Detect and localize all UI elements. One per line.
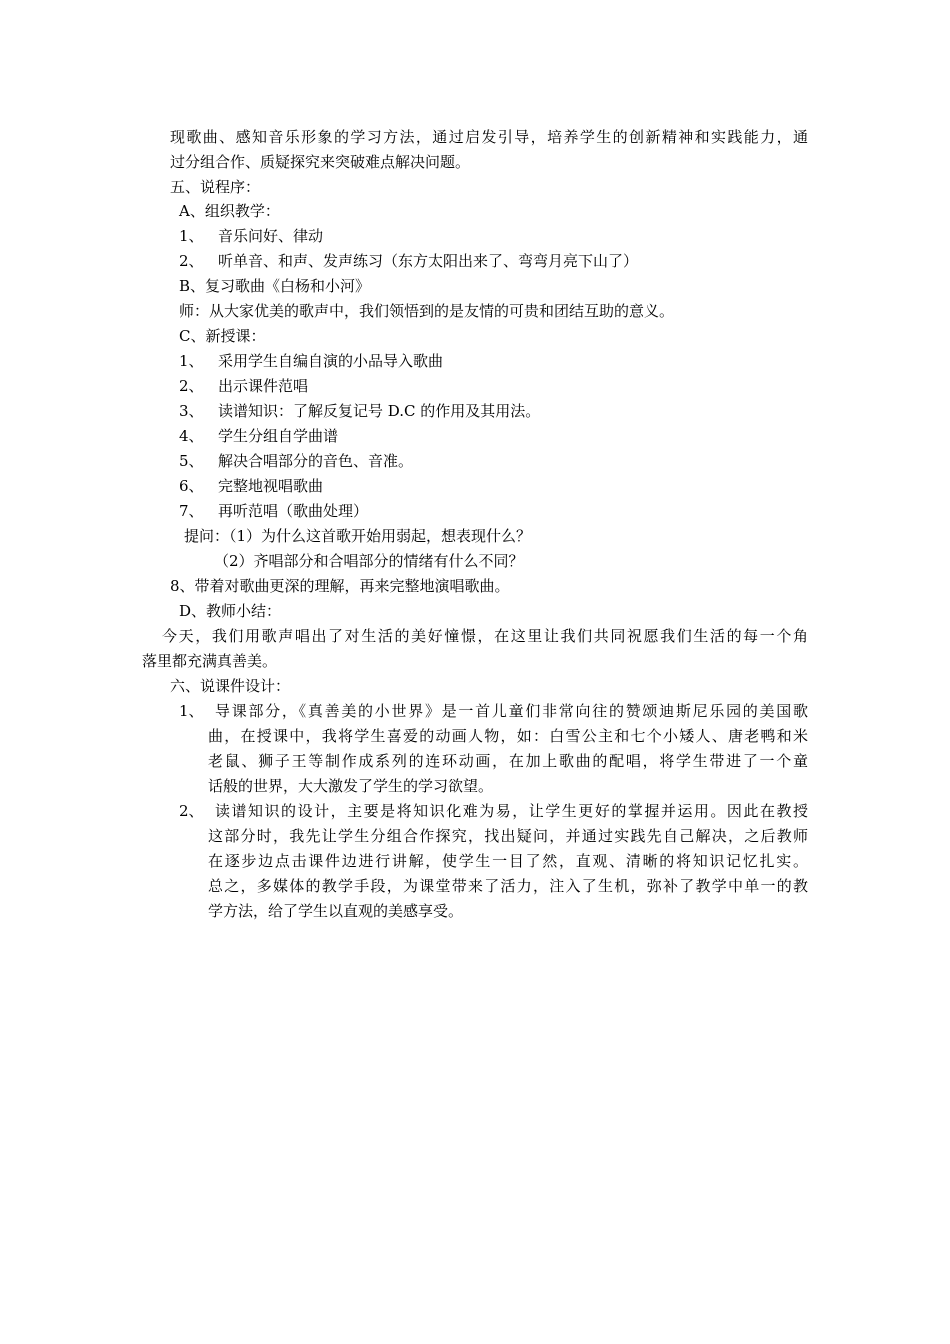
summary-line-1: 今天，我们用歌声唱出了对生活的美好憧憬，在这里让我们共同祝愿我们生活的每一个角 [162, 627, 808, 645]
list-item-text: 导课部分，《真善美的小世界》是一首儿童们非常向往的赞颂迪斯尼乐园的美国歌 [215, 702, 808, 720]
list-item-number: 2、 [179, 252, 204, 270]
list-item [179, 474, 323, 499]
section-d-label: D、教师小结： [179, 602, 282, 620]
list-item [179, 499, 368, 524]
teacher-remark: 师：从大家优美的歌声中，我们领悟到的是友情的可贵和团结互助的意义。 [179, 302, 675, 320]
list-item [179, 399, 540, 424]
list-item-number: 2、 [179, 377, 204, 395]
question-2: （2）齐唱部分和合唱部分的情绪有什么不同？ [214, 552, 524, 570]
list-item-number: 6、 [179, 477, 204, 495]
list-item-number: 1、 [179, 227, 204, 245]
list-item [179, 449, 413, 474]
list-item-text: 出示课件范唱 [218, 377, 309, 395]
list-item-number: 7、 [179, 502, 204, 520]
list-item-text: 老鼠、狮子王等制作成系列的连环动画，在加上歌曲的配唱，将学生带进了一个童 [208, 752, 808, 770]
list-item-8: 8、带着对歌曲更深的理解，再来完整地演唱歌曲。 [170, 577, 510, 595]
list-item-text: 再听范唱（歌曲处理） [218, 502, 369, 520]
list-item-text: 音乐问好、律动 [218, 227, 324, 245]
list-item-number: 1、 [179, 352, 204, 370]
list-item-number: 3、 [179, 402, 204, 420]
intro-line-1: 现歌曲、感知音乐形象的学习方法，通过启发引导，培养学生的创新精神和实践能力，通 [170, 128, 808, 146]
section-6-heading: 六、说课件设计： [170, 677, 291, 695]
list-item [179, 249, 638, 274]
list-item-text: 在逐步边点击课件边进行讲解，使学生一目了然，直观、清晰的将知识记忆扎实。 [208, 852, 808, 870]
intro-line-2: 过分组合作、质疑探究来突破难点解决问题。 [170, 153, 471, 171]
list-item-text: 学方法，给了学生以直观的美感享受。 [208, 902, 464, 920]
list-item-number: 2、 [179, 802, 204, 820]
list-item-text: 解决合唱部分的音色、音准。 [218, 452, 414, 470]
list-item [179, 224, 323, 249]
list-item-number: 4、 [179, 427, 204, 445]
list-item [179, 349, 443, 374]
list-item-number: 1、 [179, 702, 204, 720]
list-item-text: 读谱知识：了解反复记号 D.C 的作用及其用法。 [218, 402, 541, 420]
section-a-label: A、组织教学： [179, 202, 280, 220]
section-5-heading: 五、说程序： [170, 178, 261, 196]
list-item-text: 这部分时，我先让学生分组合作探究，找出疑问，并通过实践先自己解决，之后教师 [208, 827, 808, 845]
list-item-text: 完整地视唱歌曲 [218, 477, 324, 495]
list-item [179, 374, 308, 399]
list-item-text: 读谱知识的设计，主要是将知识化难为易，让学生更好的掌握并运用。因此在教授 [215, 802, 808, 820]
list-item-text: 曲，在授课中，我将学生喜爱的动画人物，如：白雪公主和七个小矮人、唐老鸭和米 [208, 727, 808, 745]
list-item-text: 话般的世界，大大激发了学生的学习欲望。 [208, 777, 494, 795]
list-item-text: 采用学生自编自演的小品导入歌曲 [218, 352, 444, 370]
list-item-number: 5、 [179, 452, 204, 470]
summary-line-2: 落里都充满真善美。 [142, 652, 278, 670]
list-item-text: 学生分组自学曲谱 [218, 427, 339, 445]
list-item-text: 总之，多媒体的教学手段，为课堂带来了活力，注入了生机，弥补了教学中单一的教 [208, 877, 808, 895]
list-item [179, 424, 338, 449]
question-1: 提问：（1）为什么这首歌开始用弱起，想表现什么？ [184, 527, 532, 545]
section-c-label: C、新授课： [179, 327, 266, 345]
section-b-label: B、复习歌曲《白杨和小河》 [179, 277, 371, 295]
list-item-text: 听单音、和声、发声练习（东方太阳出来了、弯弯月亮下山了） [218, 252, 639, 270]
